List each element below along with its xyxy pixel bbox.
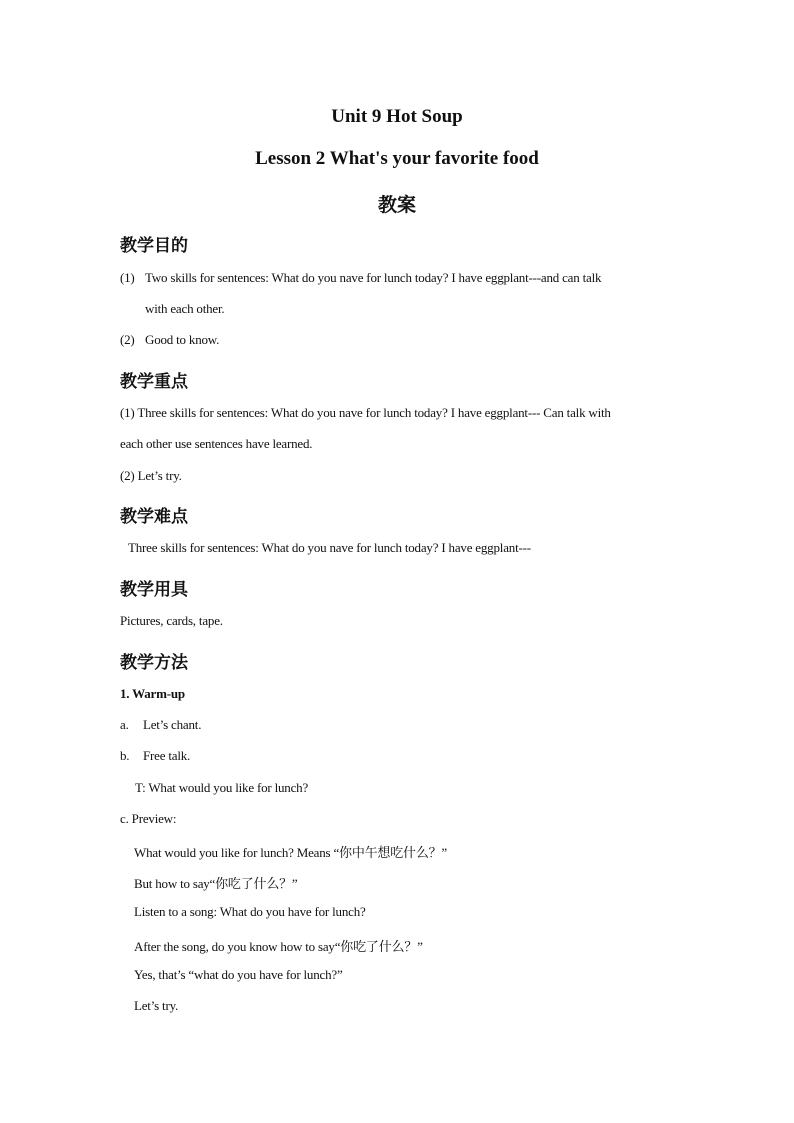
preview-paragraph-1: What would you like for lunch? Means “你中午想吃什么？” [134,845,448,860]
objective-2-text: Good to know. [145,332,220,347]
item-b-label: b. [120,748,130,763]
document-type-title: 教案 [377,195,416,216]
item-a-label: a. [120,717,129,732]
preview-paragraph-6: Let’s try. [134,998,179,1013]
key-point-1-line-1: (1) Three skills for sentences: What do you nave for lunch today? I have eggplant--- Can talk with [120,405,611,420]
key-point-1-line-2: each other use sentences have learned. [120,436,313,451]
tools-text: Pictures, cards, tape. [120,613,223,628]
lesson-title: Lesson 2 What's your favorite food [255,148,539,169]
objectives-heading: 教学目的 [120,236,188,255]
preview-line: c. Preview: [120,811,177,826]
preview-paragraph-2: But how to say“你吃了什么？” [134,876,298,891]
unit-title: Unit 9 Hot Soup [331,106,463,127]
preview-paragraph-5: Yes, that’s “what do you have for lunch?” [134,967,343,982]
teacher-line: T: What would you like for lunch? [135,780,309,795]
methods-heading: 教学方法 [120,653,188,672]
difficulties-text: Three skills for sentences: What do you nave for lunch today? I have eggplant--- [128,540,531,555]
objective-1-line-1: Two skills for sentences: What do you nave for lunch today? I have eggplant---and can talk [145,270,602,285]
item-b-text: Free talk. [143,748,191,763]
item-a-text: Let’s chant. [143,717,202,732]
difficulties-heading: 教学难点 [120,507,188,526]
key-points-heading: 教学重点 [120,372,188,391]
objective-1-number: (1) [120,270,135,285]
preview-paragraph-3: Listen to a song: What do you have for lunch? [134,904,366,919]
tools-heading: 教学用具 [120,580,188,599]
preview-paragraph-4: After the song, do you know how to say“你吃了什么？” [134,939,423,954]
step-warm-up: 1. Warm-up [120,686,185,701]
objective-1-line-2: with each other. [145,301,225,316]
key-point-2: (2) Let’s try. [120,468,182,483]
objective-2-number: (2) [120,332,135,347]
